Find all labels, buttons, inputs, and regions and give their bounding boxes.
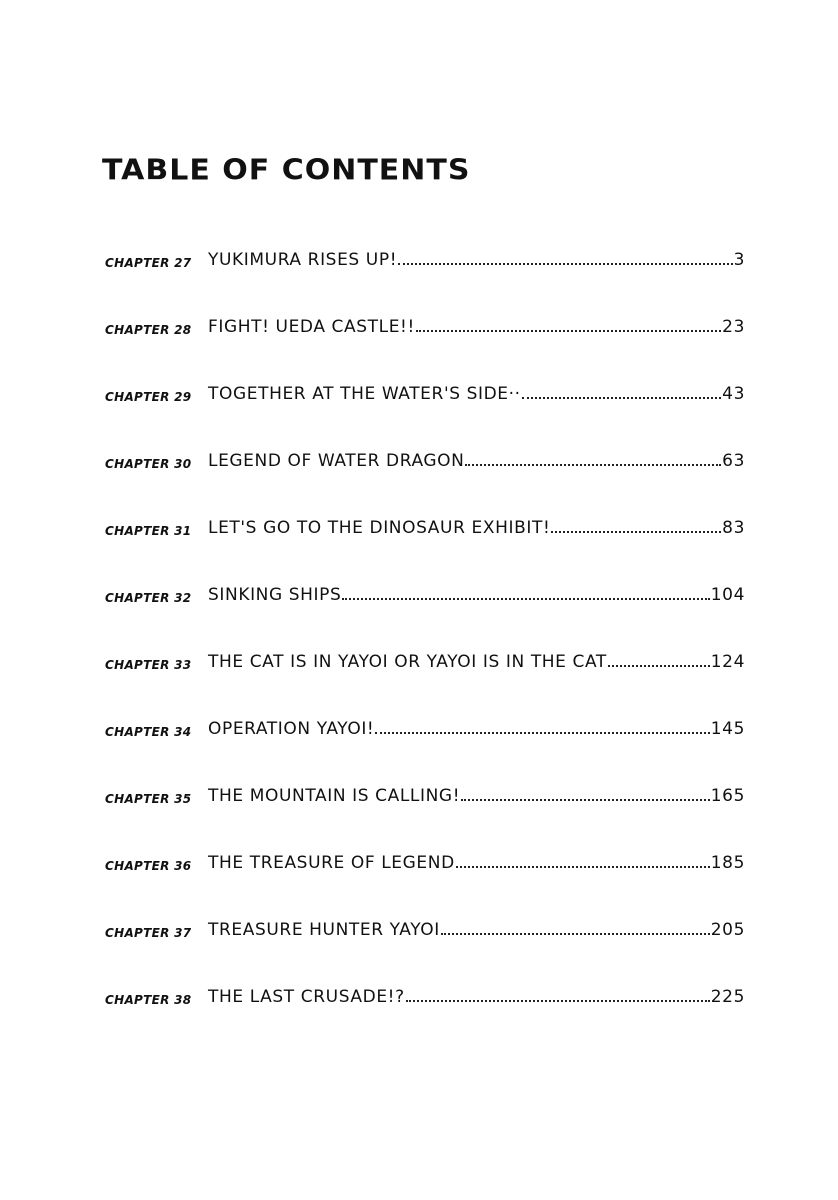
chapter-title: TOGETHER AT THE WATER'S SIDE·· (208, 384, 521, 404)
page-number: 104 (710, 585, 745, 605)
chapter-title: FIGHT! UEDA CASTLE!! (208, 317, 415, 337)
entry-line (208, 719, 745, 739)
toc-entry (105, 518, 745, 585)
page-number: 124 (710, 652, 745, 672)
dot-leader (441, 933, 710, 935)
entry-line (208, 317, 745, 337)
chapter-label: CHAPTER 36 (105, 859, 192, 873)
page-title: TABLE OF CONTENTS (102, 154, 471, 188)
page-number: 23 (722, 317, 745, 337)
dot-leader (416, 330, 721, 332)
chapter-label: CHAPTER 35 (105, 792, 192, 806)
chapter-title: LET'S GO TO THE DINOSAUR EXHIBIT! (208, 518, 551, 538)
entry-line (208, 920, 745, 940)
chapter-title: TREASURE HUNTER YAYOI (208, 920, 440, 940)
page-number: 145 (710, 719, 745, 739)
chapter-title: THE MOUNTAIN IS CALLING! (208, 786, 461, 806)
toc-entry (105, 451, 745, 518)
toc-entry (105, 920, 745, 987)
toc-entry (105, 585, 745, 652)
page-number: 165 (710, 786, 745, 806)
chapter-title: LEGEND OF WATER DRAGON (208, 451, 465, 471)
entry-line (208, 585, 745, 605)
dot-leader (342, 598, 709, 600)
chapter-label: CHAPTER 33 (105, 658, 192, 672)
dot-leader (522, 397, 722, 399)
chapter-label: CHAPTER 37 (105, 926, 192, 940)
chapter-label: CHAPTER 34 (105, 725, 192, 739)
dot-leader (551, 531, 721, 533)
toc-entry (105, 786, 745, 853)
entry-line (208, 384, 745, 404)
chapter-label: CHAPTER 30 (105, 457, 192, 471)
page-number: 185 (710, 853, 745, 873)
chapter-title: SINKING SHIPS (208, 585, 342, 605)
chapter-title: OPERATION YAYOI! (208, 719, 375, 739)
page-number: 225 (710, 987, 745, 1007)
toc-entry (105, 987, 745, 1054)
toc-entry (105, 384, 745, 451)
entry-line (208, 451, 745, 471)
dot-leader (406, 1000, 710, 1002)
chapter-label: CHAPTER 28 (105, 323, 192, 337)
chapter-title: THE CAT IS IN YAYOI OR YAYOI IS IN THE CAT (208, 652, 607, 672)
dot-leader (461, 799, 710, 801)
toc-entry (105, 317, 745, 384)
dot-leader (456, 866, 710, 868)
entry-line (208, 518, 745, 538)
entry-line (208, 250, 745, 270)
chapter-title: YUKIMURA RISES UP! (208, 250, 398, 270)
toc-entry (105, 250, 745, 317)
dot-leader (375, 732, 709, 734)
dot-leader (608, 665, 710, 667)
page-number: 205 (710, 920, 745, 940)
chapter-label: CHAPTER 38 (105, 993, 192, 1007)
page-number: 3 (733, 250, 745, 270)
chapter-label: CHAPTER 32 (105, 591, 192, 605)
entry-line (208, 853, 745, 873)
page-number: 43 (722, 384, 745, 404)
toc-entry (105, 719, 745, 786)
toc-entry (105, 652, 745, 719)
entry-line (208, 652, 745, 672)
dot-leader (465, 464, 721, 466)
toc-entry (105, 853, 745, 920)
chapter-label: CHAPTER 29 (105, 390, 192, 404)
toc-list (105, 250, 745, 1054)
entry-line (208, 987, 745, 1007)
entry-line (208, 786, 745, 806)
page-number: 83 (722, 518, 745, 538)
page-number: 63 (722, 451, 745, 471)
dot-leader (398, 263, 732, 265)
chapter-label: CHAPTER 31 (105, 524, 192, 538)
chapter-title: THE LAST CRUSADE!? (208, 987, 405, 1007)
chapter-title: THE TREASURE OF LEGEND (208, 853, 455, 873)
chapter-label: CHAPTER 27 (105, 256, 192, 270)
